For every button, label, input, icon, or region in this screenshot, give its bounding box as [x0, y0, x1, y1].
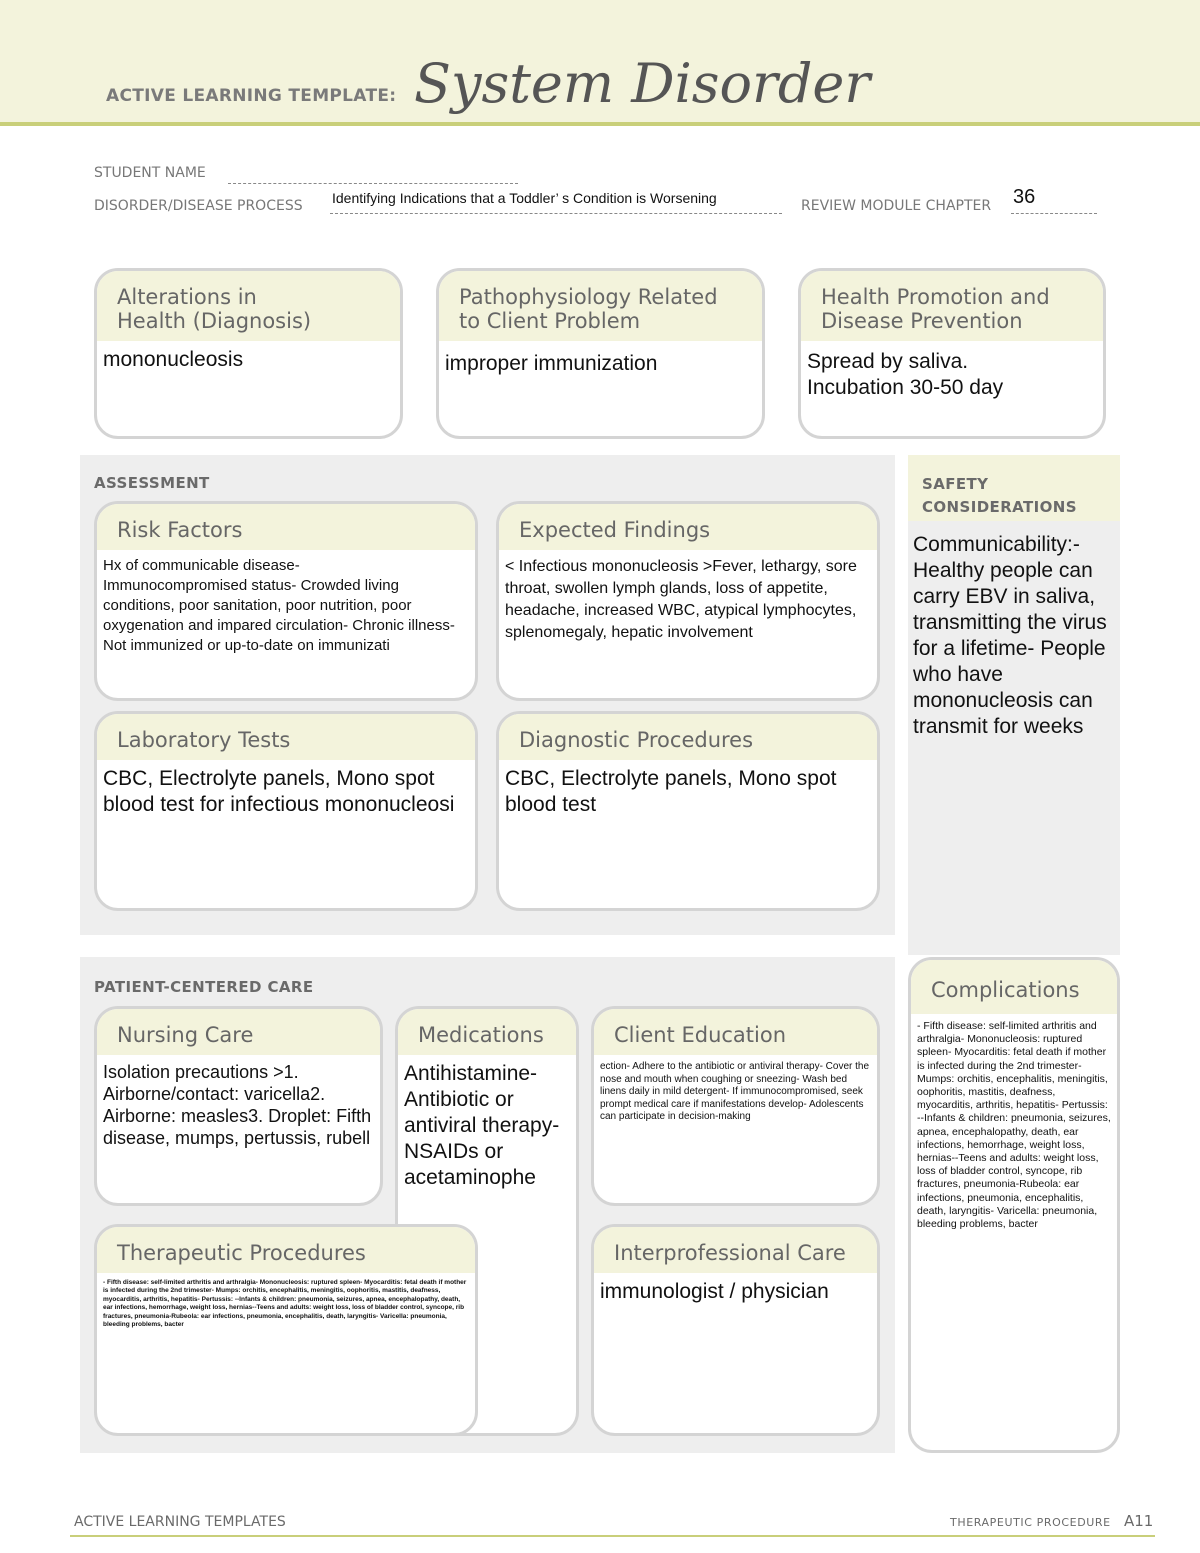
health-promotion-title: Health Promotion and Disease Prevention [801, 271, 1103, 341]
client-education-title: Client Education [594, 1009, 877, 1055]
client-education-box [591, 1006, 880, 1206]
complications-body: - Fifth disease: self-limited arthritis and arthralgia- Mononucleosis: ruptured spleen- Myocarditis: fetal death if mother is infected during the 2nd trimester- Mumps: orchitis, encephalitis, meningitis, oophoritis, mastitis, deafness, myocarditis, arthritis, hepatitis- Pertussis: --Infants & children: pneumonia, seizures, apnea, encephalopathy, death, ear infections, hemorrhage, weight loss, hernias--Teens and adults: weight loss, loss of bladder control, syncope, rib fractures, pneumonia-Rubeola: ear infections, pneumonia, encephalitis, death, laryngitis- Varicella: pneumonia, bleeding problems, bacter [917, 1020, 1111, 1231]
interprofessional-care-body: immunologist / physician [600, 1280, 829, 1303]
therapeutic-procedures-title: Therapeutic Procedures [97, 1227, 475, 1273]
student-name-label: STUDENT NAME [94, 165, 206, 181]
chapter-label: REVIEW MODULE CHAPTER [801, 198, 992, 214]
pathophysiology-title: Pathophysiology Related to Client Problem [439, 271, 762, 341]
disorder-field[interactable] [330, 213, 782, 214]
student-name-field[interactable] [228, 183, 518, 184]
therapeutic-procedures-box [94, 1224, 478, 1436]
complications-title: Complications [911, 960, 1117, 1014]
header-rule [0, 122, 1200, 126]
interprofessional-care-title: Interprofessional Care [594, 1227, 877, 1273]
chapter-field[interactable] [1011, 213, 1097, 214]
alterations-title: Alterations in Health (Diagnosis) [97, 271, 400, 341]
alterations-body: mononucleosis [103, 348, 244, 371]
patient-care-label: PATIENT-CENTERED CARE [94, 978, 314, 996]
pathophysiology-box [436, 268, 765, 439]
expected-findings-title: Expected Findings [499, 504, 877, 550]
nursing-care-title: Nursing Care [97, 1009, 380, 1055]
client-education-body: ection- Adhere to the antibiotic or antiviral therapy- Cover the nose and mouth when coughing or sneezing- Wash bed linens daily in mild detergent- If immunocompromised, seek prompt medical care if manifestations develop- Adolescents can participate in decision-making [600, 1061, 870, 1122]
laboratory-tests-title: Laboratory Tests [97, 714, 475, 760]
safety-body: Communicability:- Healthy people can carry EBV in saliva, transmitting the virus for a lifetime- People who have mononucleosis can transmit for weeks [913, 533, 1107, 738]
nursing-care-body: Isolation precautions >1. Airborne/contact: varicella2. Airborne: measles3. Droplet: Fifth disease, mumps, pertussis, rubell [103, 1062, 372, 1148]
diagnostic-procedures-body: CBC, Electrolyte panels, Mono spot blood test [505, 767, 837, 816]
interprofessional-care-box [591, 1224, 880, 1436]
risk-factors-body: Hx of communicable disease- Immunocompromised status- Crowded living conditions, poor sanitation, poor nutrition, poor oxygenation and impared circulation- Chronic illness- Not immunized or up-to-date on immunizati [103, 557, 455, 654]
template-label: ACTIVE LEARNING TEMPLATE: [106, 86, 397, 106]
health-promotion-box [798, 268, 1106, 439]
chapter-value: 36 [1013, 186, 1036, 208]
alterations-box [94, 268, 403, 439]
assessment-label: ASSESSMENT [94, 474, 210, 492]
pathophysiology-body: improper immunization [445, 352, 658, 375]
disorder-value: Identifying Indications that a Toddler’ s Condition is Worsening [332, 190, 717, 206]
safety-label: SAFETY CONSIDERATIONS [922, 475, 1077, 516]
therapeutic-procedures-body: - Fifth disease: self-limited arthritis and arthralgia- Mononucleosis: ruptured spleen- Myocarditis: fetal death if mother is infected during the 2nd trimester- Mumps: orchitis, encephalitis, meningitis, oophoritis, mastitis, deafness, myocarditis, arthritis, hepatitis- Pertussis: --Infants & children: pneumonia, seizures, apnea, encephalopathy, death, ear infections, hemorrhage, weight loss, hernias--Teens and adults: weight loss, loss of bladder control, syncope, rib fractures, pneumonia-Rubeola: ear infections, pneumonia, encephalitis, death, laryngitis- Varicella: pneumonia, bleeding problems, bacter [103, 1279, 467, 1329]
diagnostic-procedures-title: Diagnostic Procedures [499, 714, 877, 760]
expected-findings-box [496, 501, 880, 701]
medications-body: Antihistamine- Antibiotic or antiviral therapy- NSAIDs or acetaminophe [404, 1062, 560, 1189]
template-title: System Disorder [414, 52, 871, 115]
risk-factors-title: Risk Factors [97, 504, 475, 550]
laboratory-tests-body: CBC, Electrolyte panels, Mono spot blood test for infectious mononucleosi [103, 767, 455, 816]
footer-code: A11 [1124, 1512, 1154, 1530]
complications-box [908, 957, 1120, 1453]
footer-left: ACTIVE LEARNING TEMPLATES [74, 1514, 286, 1530]
footer-rule [70, 1535, 1155, 1537]
expected-findings-body: < Infectious mononucleosis >Fever, lethargy, sore throat, swollen lymph glands, loss of appetite, headache, increased WBC, atypical lymphocytes, splenomegaly, hepatic involvement [505, 558, 857, 641]
diagnostic-procedures-box [496, 711, 880, 911]
nursing-care-box [94, 1006, 383, 1206]
medications-title: Medications [398, 1009, 576, 1055]
laboratory-tests-box [94, 711, 478, 911]
risk-factors-box [94, 501, 478, 701]
health-promotion-body: Spread by saliva. Incubation 30-50 day [807, 350, 1004, 399]
disorder-label: DISORDER/DISEASE PROCESS [94, 198, 303, 214]
footer-right: THERAPEUTIC PROCEDURE [950, 1516, 1111, 1529]
